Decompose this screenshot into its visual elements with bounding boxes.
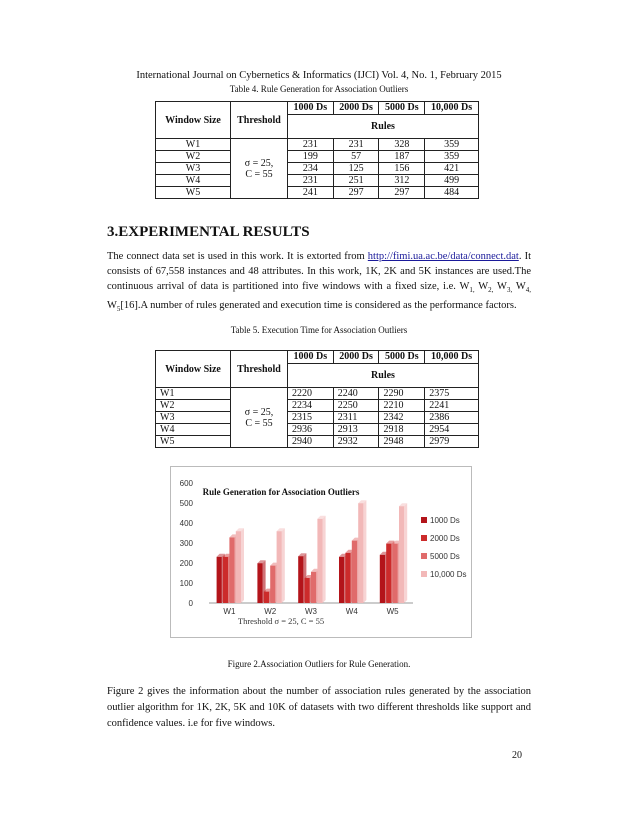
legend-swatch: [421, 517, 427, 523]
table-row: [156, 151, 479, 163]
bar: [305, 578, 310, 603]
table-cell: W2: [156, 151, 231, 163]
table-cell: 2954: [425, 424, 479, 436]
table-cell: 2918: [379, 424, 425, 436]
subscript: 5: [116, 305, 121, 314]
table-cell: 231: [288, 175, 334, 187]
table4-header-ds: 2000 Ds: [333, 102, 379, 115]
x-axis-label: Threshold σ = 25, C = 55: [237, 616, 325, 626]
table-cell: 2948: [379, 436, 425, 448]
table-cell: 499: [425, 175, 479, 187]
table-row: [156, 436, 479, 448]
section-title: 3.EXPERIMENTAL RESULTS: [107, 224, 310, 240]
y-tick-label: 100: [179, 579, 193, 588]
table4-header-window: Window Size: [156, 102, 231, 139]
bar: [229, 537, 234, 603]
table4-header-ds: 1000 Ds: [288, 102, 334, 115]
x-tick-label: W3: [305, 607, 317, 616]
threshold-line: C = 55: [245, 168, 273, 180]
legend-swatch: [421, 535, 427, 541]
bar: [223, 557, 228, 603]
table5-header-ds: 2000 Ds: [333, 351, 379, 364]
table-row: [156, 187, 479, 199]
bar: [257, 563, 262, 603]
table-cell: 125: [333, 163, 379, 175]
table5-caption: Table 5. Execution Time for Association Outliers: [230, 325, 408, 335]
subscript: 3,: [506, 286, 513, 295]
x-tick-label: W1: [223, 607, 236, 616]
table-cell: 156: [379, 163, 425, 175]
table-cell: W5: [156, 436, 231, 448]
legend-label: 1000 Ds: [430, 516, 460, 525]
table-cell: W5: [156, 187, 231, 199]
table-cell: 231: [288, 139, 334, 151]
legend-label: 2000 Ds: [430, 534, 460, 543]
table-row: [156, 139, 479, 151]
table-row: [156, 163, 479, 175]
table-cell: 241: [288, 187, 334, 199]
table-cell: 231: [333, 139, 379, 151]
bar-side: [241, 528, 244, 603]
bar: [298, 556, 303, 603]
table-cell: 297: [333, 187, 379, 199]
table4-rules-label: Rules: [288, 114, 479, 138]
paragraph-text: W: [107, 300, 117, 312]
table-cell: 2913: [333, 424, 379, 436]
y-tick-label: 500: [179, 499, 193, 508]
bar: [345, 553, 350, 603]
paragraph-text: The connect data set is used in this work. It is extorted from: [107, 251, 368, 262]
table-cell: 484: [425, 187, 479, 199]
figure-caption: Figure 2.Association Outliers for Rule Generation.: [227, 659, 411, 669]
bar: [380, 555, 385, 603]
legend-label: 5000 Ds: [430, 552, 460, 561]
y-tick-label: 200: [179, 559, 193, 568]
table-cell: 359: [425, 139, 479, 151]
table4-header-threshold: Threshold: [231, 102, 288, 139]
table-cell: 297: [379, 187, 425, 199]
table-cell: 2932: [333, 436, 379, 448]
page-number: 20: [512, 750, 522, 761]
table-cell: 2290: [379, 388, 425, 400]
chart-title: Rule Generation for Association Outliers: [202, 487, 360, 497]
bar: [317, 519, 322, 603]
bar-side: [323, 516, 326, 603]
table5-header-ds: 5000 Ds: [379, 351, 425, 364]
table4-caption: Table 4. Rule Generation for Association Outliers: [229, 84, 409, 94]
paragraph-text: W: [493, 281, 507, 292]
paragraph-text: W: [474, 281, 489, 292]
subscript: 4,: [525, 286, 531, 295]
table4-threshold-cell: [231, 139, 288, 199]
running-header: International Journal on Cybernetics & Informatics (IJCI) Vol. 4, No. 1, February 2015: [136, 70, 502, 81]
bar-side: [363, 500, 366, 603]
bar: [399, 506, 404, 603]
table-cell: 2220: [288, 388, 334, 400]
x-tick-label: W5: [386, 607, 399, 616]
threshold-line: C = 55: [245, 417, 273, 429]
table-row: [156, 400, 479, 412]
threshold-line: σ = 25,: [244, 406, 274, 418]
table-cell: 2940: [288, 436, 334, 448]
bar: [264, 592, 269, 603]
table5-header-threshold: Threshold: [231, 351, 288, 388]
table-cell: 2979: [425, 436, 479, 448]
table5-header-window: Window Size: [156, 351, 231, 388]
table5-rules-label: Rules: [288, 363, 479, 387]
table-cell: W2: [156, 400, 231, 412]
bar-side: [282, 528, 285, 603]
rule-generation-chart: [171, 467, 471, 637]
subscript: 1,: [469, 286, 475, 295]
legend-swatch: [421, 553, 427, 559]
table5-header-ds: 10,000 Ds: [425, 351, 479, 364]
bar: [236, 531, 241, 603]
bar: [393, 544, 398, 603]
table-cell: 2386: [425, 412, 479, 424]
table-cell: W3: [156, 412, 231, 424]
y-tick-label: 300: [179, 539, 193, 548]
bar: [270, 566, 275, 603]
bar: [311, 572, 316, 603]
table-cell: 2240: [333, 388, 379, 400]
table-row: [156, 175, 479, 187]
table-row: [156, 412, 479, 424]
threshold-line: σ = 25,: [244, 157, 274, 169]
legend-label: 10,000 Ds: [430, 570, 467, 579]
table-cell: 2342: [379, 412, 425, 424]
legend-swatch: [421, 571, 427, 577]
bar: [217, 557, 222, 603]
table-cell: 359: [425, 151, 479, 163]
table4-header-ds: 5000 Ds: [379, 102, 425, 115]
bar: [277, 531, 282, 603]
table-cell: 421: [425, 163, 479, 175]
table4-header-ds: 10,000 Ds: [425, 102, 479, 115]
table-cell: 2241: [425, 400, 479, 412]
bar: [358, 503, 363, 603]
table-cell: 234: [288, 163, 334, 175]
table-row: [156, 388, 479, 400]
table-cell: W4: [156, 424, 231, 436]
y-tick-label: 400: [179, 519, 193, 528]
y-tick-label: 600: [179, 479, 193, 488]
table5-threshold-cell: [231, 388, 288, 448]
table-cell: 2936: [288, 424, 334, 436]
table-cell: 2250: [333, 400, 379, 412]
table-cell: 2315: [288, 412, 334, 424]
table5: [155, 350, 479, 448]
table-cell: 57: [333, 151, 379, 163]
table-cell: 2210: [379, 400, 425, 412]
body-paragraph: [107, 249, 531, 317]
table-cell: 2234: [288, 400, 334, 412]
table-cell: 187: [379, 151, 425, 163]
table-cell: W1: [156, 139, 231, 151]
subscript: 2,: [488, 286, 494, 295]
paragraph-text: [16].A number of rules generated and execution time is considered as the performance factors.: [120, 300, 517, 312]
bar: [386, 544, 391, 603]
x-tick-label: W4: [345, 607, 358, 616]
x-tick-label: W2: [264, 607, 277, 616]
bar: [339, 557, 344, 603]
table-cell: 2311: [333, 412, 379, 424]
table-cell: W4: [156, 175, 231, 187]
table-cell: W3: [156, 163, 231, 175]
dataset-link[interactable]: http://fimi.ua.ac.be/data/connect.dat: [367, 251, 519, 262]
table5-header-ds: 1000 Ds: [288, 351, 334, 364]
table-cell: 312: [379, 175, 425, 187]
table4: [155, 101, 479, 199]
body-paragraph-2: Figure 2 gives the information about the number of association rules generated by the association outlier algorithm for 1K, 2K, 5K and 10K of datasets with two different thresholds like support and confidence values. i.e for five windows.: [107, 686, 531, 729]
paragraph-text: W: [512, 281, 526, 292]
table-cell: 199: [288, 151, 334, 163]
chart-frame: [170, 466, 472, 638]
table-cell: 251: [333, 175, 379, 187]
table-cell: W1: [156, 388, 231, 400]
bar: [352, 541, 357, 603]
table-row: [156, 424, 479, 436]
bar-side: [404, 503, 407, 603]
paragraph-text: . It consists of 67,558 instances and 48 attributes. In this work, 1K, 2K and 5K instances are used.The continuous arrival of data is partitioned into five windows with a fixed size, i.e. W: [107, 251, 531, 292]
y-tick-label: 0: [188, 599, 193, 608]
table-cell: 2375: [425, 388, 479, 400]
table-cell: 328: [379, 139, 425, 151]
